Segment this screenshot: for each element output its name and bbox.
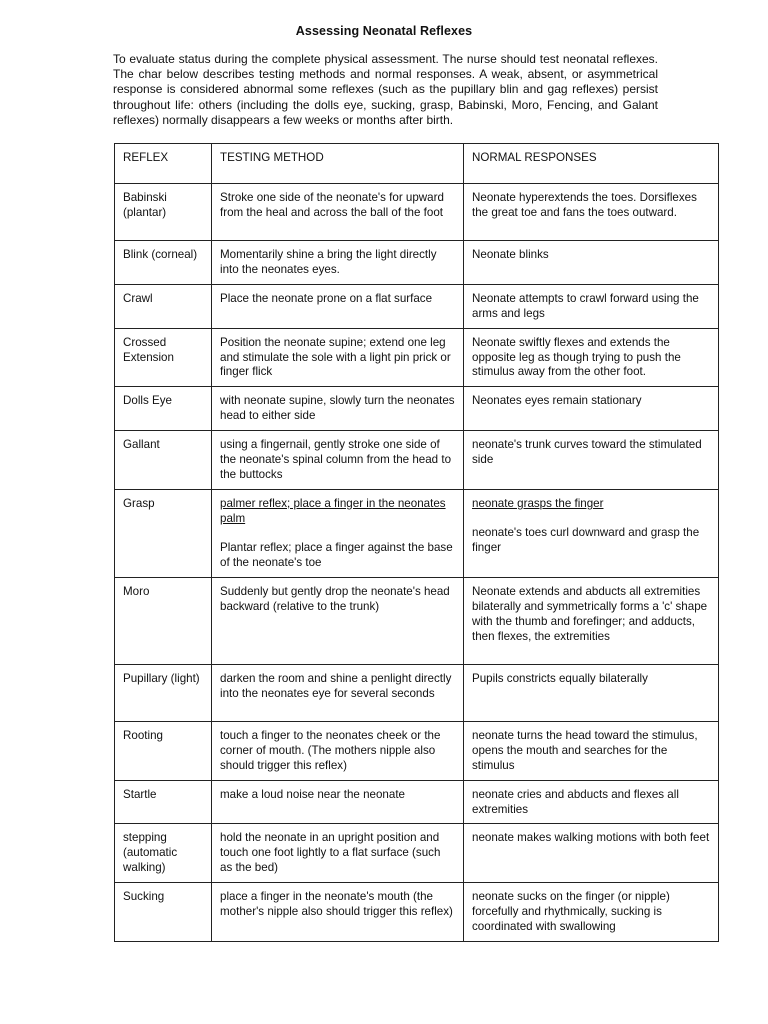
response-cell: Neonate swiftly flexes and extends the opposite leg as though trying to push the stimulus away from the other foot. — [464, 328, 719, 387]
table-row — [115, 664, 719, 721]
method-cell: darken the room and shine a penlight directly into the neonates eye for several seconds — [212, 664, 464, 721]
palmer-reflex-response: neonate grasps the finger — [472, 496, 604, 510]
table-row — [115, 184, 719, 241]
table-row — [115, 780, 719, 824]
table-row — [115, 824, 719, 883]
table-row — [115, 241, 719, 285]
reflex-cell: Moro — [115, 577, 212, 664]
response-cell: neonate cries and abducts and flexes all extremities — [464, 780, 719, 824]
response-cell: Neonate blinks — [464, 241, 719, 285]
plantar-reflex-method: Plantar reflex; place a finger against the base of the neonate's toe — [220, 540, 453, 569]
intro-paragraph: To evaluate status during the complete physical assessment. The nurse should test neonatal reflexes. The char below describes testing methods and normal responses. A weak, absent, or asymmetrical response is considered abnormal some reflexes (such as the pupillary blin and gag reflexes) persist throughout life: others (including the dolls eye, sucking, grasp, Babinski, Moro, Fencing, and Galant reflexes) normally disappears a few weeks or months after birth. — [113, 52, 658, 127]
table-row — [115, 284, 719, 328]
method-cell: with neonate supine, slowly turn the neonates head to either side — [212, 387, 464, 431]
method-cell: touch a finger to the neonates cheek or the corner of mouth. (The mothers nipple also should trigger this reflex) — [212, 721, 464, 780]
response-cell: neonate sucks on the finger (or nipple) forcefully and rhythmically, sucking is coordinated with swallowing — [464, 883, 719, 942]
reflex-cell: Gallant — [115, 431, 212, 490]
table-row — [115, 577, 719, 664]
palmer-reflex-method: palmer reflex; place a finger in the neonates palm — [220, 496, 446, 525]
reflex-cell: Sucking — [115, 883, 212, 942]
plantar-reflex-response: neonate's toes curl downward and grasp the finger — [472, 525, 700, 554]
reflex-cell: Babinski (plantar) — [115, 184, 212, 241]
response-cell: Neonate attempts to crawl forward using the arms and legs — [464, 284, 719, 328]
response-cell — [464, 489, 719, 577]
method-cell: Stroke one side of the neonate's for upward from the heal and across the ball of the foot — [212, 184, 464, 241]
method-cell: Momentarily shine a bring the light directly into the neonates eyes. — [212, 241, 464, 285]
reflex-cell: Grasp — [115, 489, 212, 577]
reflex-cell: Crawl — [115, 284, 212, 328]
reflex-cell: Blink (corneal) — [115, 241, 212, 285]
table-row — [115, 387, 719, 431]
column-header-normal-responses: NORMAL RESPONSES — [464, 144, 719, 184]
method-cell: Suddenly but gently drop the neonate's head backward (relative to the trunk) — [212, 577, 464, 664]
reflex-cell: Dolls Eye — [115, 387, 212, 431]
table-row — [115, 883, 719, 942]
table-header-row — [115, 144, 719, 184]
response-cell: Neonate extends and abducts all extremities bilaterally and symmetrically forms a 'c' shape with the thumb and forefinger; and adducts, then flexes, the extremities — [464, 577, 719, 664]
page-title: Assessing Neonatal Reflexes — [295, 24, 473, 38]
reflex-cell: Rooting — [115, 721, 212, 780]
reflex-cell: stepping (automatic walking) — [115, 824, 212, 883]
response-cell: Pupils constricts equally bilaterally — [464, 664, 719, 721]
table-row — [115, 328, 719, 387]
method-cell: Position the neonate supine; extend one leg and stimulate the sole with a light pin prick or finger flick — [212, 328, 464, 387]
response-cell: Neonates eyes remain stationary — [464, 387, 719, 431]
column-header-reflex: REFLEX — [115, 144, 212, 184]
reflex-table — [114, 143, 719, 942]
method-cell: hold the neonate in an upright position and touch one foot lightly to a flat surface (such as the bed) — [212, 824, 464, 883]
column-header-testing-method: TESTING METHOD — [212, 144, 464, 184]
method-cell: place a finger in the neonate's mouth (the mother's nipple also should trigger this reflex) — [212, 883, 464, 942]
table-row — [115, 489, 719, 577]
response-cell: Neonate hyperextends the toes. Dorsiflexes the great toe and fans the toes outward. — [464, 184, 719, 241]
table-row — [115, 431, 719, 490]
response-cell: neonate turns the head toward the stimulus, opens the mouth and searches for the stimulus — [464, 721, 719, 780]
response-cell: neonate's trunk curves toward the stimulated side — [464, 431, 719, 490]
table-row — [115, 721, 719, 780]
reflex-cell: Startle — [115, 780, 212, 824]
method-cell: using a fingernail, gently stroke one side of the neonate's spinal column from the head to the buttocks — [212, 431, 464, 490]
method-cell: make a loud noise near the neonate — [212, 780, 464, 824]
reflex-cell: Pupillary (light) — [115, 664, 212, 721]
method-cell — [212, 489, 464, 577]
reflex-cell: Crossed Extension — [115, 328, 212, 387]
response-cell: neonate makes walking motions with both feet — [464, 824, 719, 883]
method-cell: Place the neonate prone on a flat surface — [212, 284, 464, 328]
